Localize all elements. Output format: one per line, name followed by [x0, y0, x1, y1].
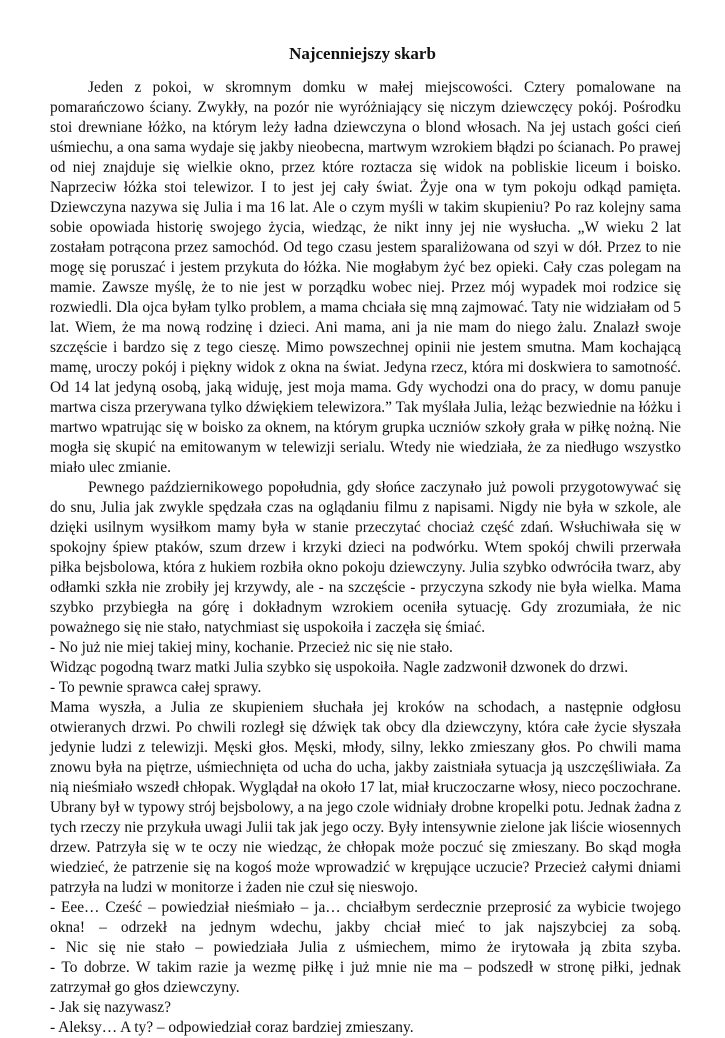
paragraph: Widząc pogodną twarz matki Julia szybko się uspokoiła. Nagle zadzwonił dzwonek do drzwi.: [50, 659, 629, 676]
paragraph: Mama wyszła, a Julia ze skupieniem słuchała jej kroków na schodach, a następnie odgłosu otwieranych drzwi. Po chwili rozległ się dźwięk tak obcy dla dziewczyny, która całe życie słyszała jedynie ludzi z telewizji. Męski głos. Męski, młody, silny, lekko zmieszany głos. Po chwili mama znowu była na piętrze, uśmiechnięta od ucha do ucha, jakby zaistniała sytuacja ją uszczęśliwiała. Za nią nieśmiało wszedł chłopak. Wyglądał na około 17 lat, miał kruczoczarne włosy, nieco poczochrane. Ubrany był w typowy strój bejsbolowy, a na jego czole widniały drobne kropelki potu. Jednak żadna z tych rzeczy nie przykuła uwagi Julii tak jak jego oczy. Były intensywnie zielone jak liście wiosennych drzew. Patrzyła się w te oczy nie wiedząc, że chłopak może poczuć się zmieszany. Bo skąd mogła wiedzieć, że patrzenie się na kogoś może wprowadzić w krępujące uczucie? Przecież całymi dniami patrzyła na ludzi w monitorze i żaden nie czuł się nieswojo.: [50, 699, 681, 896]
paragraph: - Aleksy… A ty? – odpowiedział coraz bardziej zmieszany.: [50, 1019, 414, 1036]
paragraph: - To pewnie sprawca całej sprawy.: [50, 679, 262, 696]
paragraph: - To dobrze. W takim razie ja wezmę piłkę i już mnie nie ma – podszedł w stronę piłki, jednak zatrzymał go głos dziewczyny.: [50, 959, 681, 996]
paragraph: - No już nie miej takiej miny, kochanie. Przecież nic się nie stało.: [50, 639, 453, 656]
paragraph: Jeden z pokoi, w skromnym domku w małej miejscowości. Cztery pomalowane na pomarańczowo ściany. Zwykły, na pozór nie wyróżniający się niczym dziewczęcy pokój. Pośrodku stoi drewniane łóżko, na którym leży ładna dziewczyna o blond włosach. Na jej ustach gości cień uśmiechu, a ona sama wydaje się jakby nieobecna, martwym wzrokiem błądzi po ścianach. Po prawej od niej znajduje się wielkie okno, przez które roztacza się widok na pobliskie liceum i boisko. Naprzeciw łóżka stoi telewizor. I to jest jej cały świat. Żyje ona w tym pokoju odkąd pamięta. Dziewczyna nazywa się Julia i ma 16 lat. Ale o czym myśli w takim skupieniu? Po raz kolejny sama sobie opowiada historię swojego życia, wiedząc, że nikt inny jej nie wysłucha. „W wieku 2 lat zostałam potrącona przez samochód. Od tego czasu jestem sparaliżowana od szyi w dół. Przez to nie mogę się poruszać i jestem przykuta do łóżka. Nie mogłabym żyć bez opieki. Cały czas polegam na mamie. Zawsze myślę, że to nie jest w porządku wobec niej. Przez mój wypadek moi rodzice się rozwiedli. Dla ojca byłam tylko problem, a mama chciała się mną zajmować. Taty nie widziałam od 5 lat. Wiem, że ma nową rodzinę i dzieci. Ani mama, ani ja nie mam do niego żalu. Znalazł swoje szczęście i bardzo się z tego cieszę. Mimo powszechnej opinii nie jestem smutna. Mam kochającą mamę, uroczy pokój i piękny widok z okna na świat. Jedyna rzecz, która mi doskwiera to samotność. Od 14 lat jedyną osobą, jaką widuję, jest moja mama. Gdy wychodzi ona do pracy, w domu panuje martwa cisza przerywana tylko dźwiękiem telewizora.” Tak myślała Julia, leżąc bezwiednie na łóżku i martwo wpatrując się w boisko za oknem, na którym grupka uczniów szkoły grała w piłkę nożną. Nie mogła się skupić na emitowanym w telewizji serialu. Wtedy nie wiedziała, że za niedługo wszystko miało ulec zmianie.: [50, 79, 681, 476]
document-title: Najcenniejszy skarb: [289, 44, 436, 63]
paragraph: - Eee… Cześć – powiedział nieśmiało – ja… chciałbym serdecznie przeprosić za wybicie twojego okna! – odrzekł na jednym wdechu, jakby chciał mieć to jak najszybciej za sobą.: [50, 899, 681, 936]
paragraph: - Nic się nie stało – powiedziała Julia z uśmiechem, mimo że irytowała ją zbita szyba.: [50, 939, 681, 956]
paragraph: Pewnego październikowego popołudnia, gdy słońce zaczynało już powoli przygotowywać się do snu, Julia jak zwykle spędzała czas na oglądaniu filmu z napisami. Nigdy nie była w szkole, ale dzięki usilnym wysiłkom mamy była w stanie przeczytać chociaż część zdań. Wsłuchiwała się w spokojny śpiew ptaków, szum drzew i krzyki dzieci na podwórku. Wtem spokój chwili przerwała piłka bejsbolowa, która z hukiem rozbiła okno pokoju dziewczyny. Julia szybko odwróciła twarz, aby odłamki szkła nie zrobiły jej krzywdy, ale - na szczęście - przyczyna szkody nie była wielka. Mama szybko przybiegła na górę i dokładnym wzrokiem oceniła sytuację. Gdy zrozumiała, że nic poważnego się nie stało, natychmiast się uspokoiła i zaczęła się śmiać.: [50, 479, 681, 636]
document-body: [50, 78, 681, 1038]
paragraph: - Jak się nazywasz?: [50, 999, 171, 1016]
